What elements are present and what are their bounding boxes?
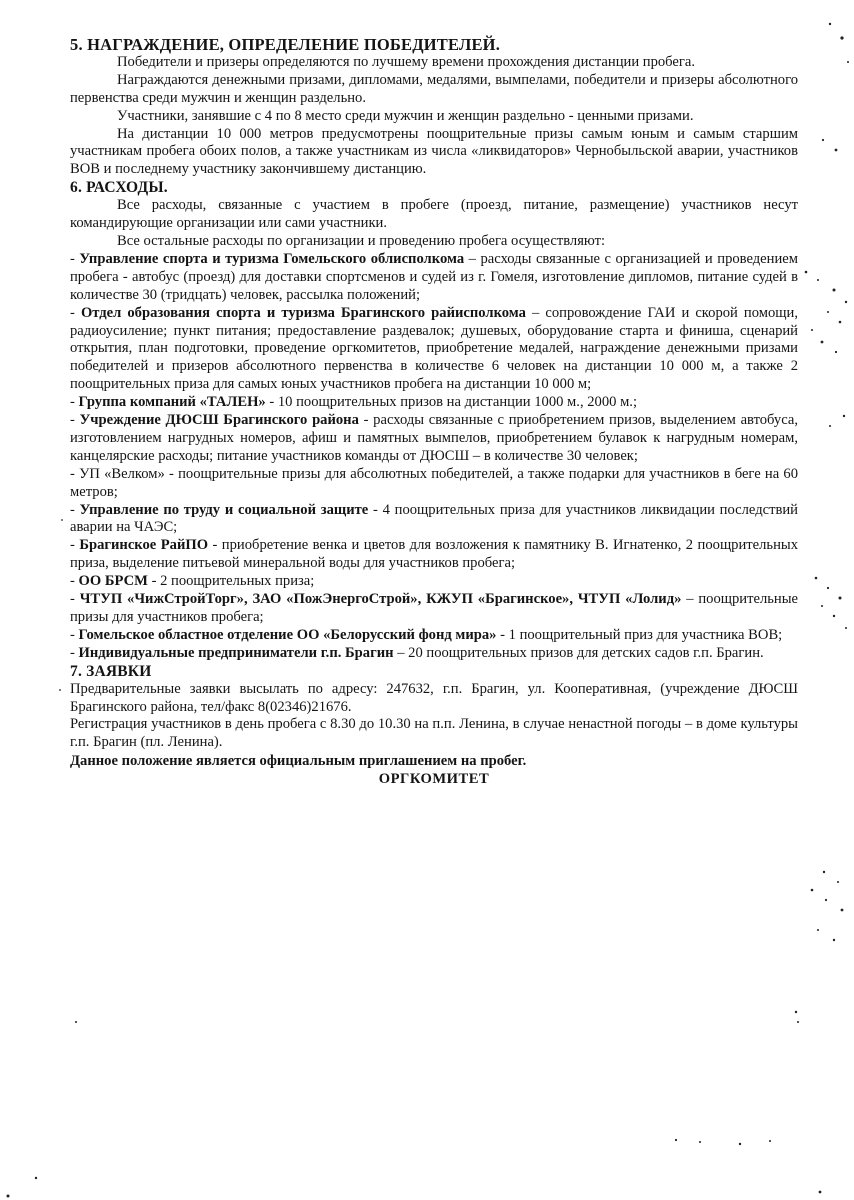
expense-organization: Управление спорта и туризма Гомельского облисполкома [79, 250, 465, 267]
expense-description: УП «Велком» - поощрительные призы для абсолютных победителей, а также подарки для участников в беге на 60 метров; [70, 465, 798, 500]
expense-description: – расходы связанные с организацией и проведением пробега - автобус (проезд) для доставки спортсменов и судей из г. Гомеля, изготовление дипломов, питание судей в количестве 30 (тридцать) человек, рассылка положений; [70, 250, 798, 303]
expense-item: - ОО БРСМ - 2 поощрительных приза; [70, 573, 315, 590]
expense-description: - 2 поощрительных приза; [147, 573, 315, 590]
expense-item: - ЧТУП «ЧижСтройТорг», ЗАО «ПожЭнергоСтрой», КЖУП «Брагинское», ЧТУП «Лолид» – поощрительные призы для участников пробега; [70, 591, 798, 625]
expense-organization: Группа компаний «ТАЛЕН» [78, 394, 266, 411]
section-7-paragraph-1: Предварительные заявки высылать по адресу: 247632, г.п. Брагин, ул. Кооперативная, (учреждение ДЮСШ Брагинского района, тел/факс 8(02346)21676. [70, 680, 798, 715]
expense-description: – поощрительные призы для участников пробега; [70, 591, 798, 625]
section-5-paragraph-2: Награждаются денежными призами, дипломами, медалями, вымпелами, победители и призеры абсолютного первенства среди мужчин и женщин раздельно. [70, 71, 798, 106]
expense-item: - Управление по труду и социальной защите - 4 поощрительных приза для участников ликвидации последствий аварии на ЧАЭС; [70, 501, 798, 536]
expense-description: - 10 поощрительных призов на дистанции 1000 м., 2000 м.; [265, 394, 638, 411]
expense-description: - приобретение венка и цветов для возложения к памятнику В. Игнатенко, 2 поощрительных приза, выделение питьевой минеральной воды для участников пробега; [70, 537, 798, 572]
expense-item: - Индивидуальные предприниматели г.п. Брагин – 20 поощрительных призов для детских садов г.п. Брагин. [70, 644, 764, 661]
section-7-paragraph-2: Регистрация участников в день пробега с 8.30 до 10.30 на п.п. Ленина, в случае ненастной погоды – в доме культуры г.п. Брагин (пл. Ленина). [70, 716, 798, 751]
section-5-paragraph-3: Участники, занявшие с 4 по 8 место среди мужчин и женщин раздельно - ценными призами. [117, 107, 694, 124]
expense-item: - Брагинское РайПО - приобретение венка и цветов для возложения к памятнику В. Игнатенко, 2 поощрительных приза, выделение питьевой минеральной воды для участников пробега; [70, 537, 798, 572]
section-7-heading: 7. ЗАЯВКИ [70, 662, 152, 680]
expense-item: - Управление спорта и туризма Гомельского облисполкома – расходы связанные с организацией и проведением пробега - автобус (проезд) для доставки спортсменов и судей из г. Гомеля, изготовление дипломов, питание судей в количестве 30 (тридцать) человек, рассылка положений; [70, 250, 798, 303]
invitation-statement: Данное положение является официальным приглашением на пробег. [70, 753, 527, 770]
expense-description: - расходы связанные с приобретением призов, выделением автобуса, изготовлением нагрудных номеров, афиш и памятных вымпелов, приобретением булавок к нагрудным номерам, канцелярские расходы; питание участников команды от ДЮСШ – в количестве 30 человек; [70, 412, 799, 464]
expense-organization: Гомельское областное отделение ОО «Белорусский фонд мира» [78, 626, 497, 643]
expense-organization: Отдел образования спорта и туризма Брагинского райисполкома [80, 304, 526, 321]
expense-item: - Отдел образования спорта и туризма Брагинского райисполкома – сопровождение ГАИ и скорой помощи, радиоусиление; пункт питания; предоставление раздевалок; душевых, оборудование старта и финиша, сценарий открытия, план подготовки, проведение оргкомитетов, приобретение медалей, награждение денежными призами победителей и призеров абсолютного первенства в количестве 6 человек на дистанции 10 000 м, а также 2 поощрительных приза для самых юных участников пробега на дистанции 10 000 м; [70, 304, 798, 393]
section-5-heading: 5. НАГРАЖДЕНИЕ, ОПРЕДЕЛЕНИЕ ПОБЕДИТЕЛЕЙ. [70, 35, 501, 54]
section-6-paragraph-1: Все расходы, связанные с участием в пробеге (проезд, питание, размещение) участников несут командирующие организации или сами участники. [70, 197, 798, 232]
expense-description: – сопровождение ГАИ и скорой помощи, радиоусиление; пункт питания; предоставление раздевалок; душевых, оборудование старта и финиша, сценарий открытия, план подготовки, проведение оргкомитетов, приобретение медалей, награждение денежными призами победителей и призеров абсолютного первенства в количестве 6 человек на дистанции 10 000 м, а также 2 поощрительных приза для самых юных участников пробега на дистанции 10 000 м; [70, 304, 798, 393]
expense-description: - 1 поощрительный приз для участника ВОВ; [496, 626, 783, 643]
signature-orgcommittee: ОРГКОМИТЕТ [378, 771, 490, 788]
expense-item: - УП «Велком» - поощрительные призы для абсолютных победителей, а также подарки для участников в беге на 60 метров; [70, 465, 798, 500]
expense-item: - Гомельское областное отделение ОО «Белорусский фонд мира» - 1 поощрительный приз для участника ВОВ; [70, 626, 783, 643]
expense-organization: ЧТУП «ЧижСтройТорг», ЗАО «ПожЭнергоСтрой», КЖУП «Брагинское», ЧТУП «Лолид» [79, 591, 682, 608]
expense-organization: Индивидуальные предприниматели г.п. Брагин [78, 644, 394, 661]
section-6-paragraph-2: Все остальные расходы по организации и проведению пробега осуществляют: [117, 232, 606, 249]
section-5-paragraph-1: Победители и призеры определяются по лучшему времени прохождения дистанции пробега. [117, 53, 695, 70]
expense-organization: Учреждение ДЮСШ Брагинского района [79, 412, 359, 429]
expense-description: – 20 поощрительных призов для детских садов г.п. Брагин. [393, 644, 764, 661]
expense-organization: Брагинское РайПО [79, 537, 209, 554]
expense-organization: Управление по труду и социальной защите [79, 501, 369, 518]
expense-description: - 4 поощрительных приза для участников ликвидации последствий аварии на ЧАЭС; [70, 501, 798, 536]
document-page [70, 36, 798, 789]
expense-organization: ОО БРСМ [78, 573, 148, 590]
expense-item: - Учреждение ДЮСШ Брагинского района - расходы связанные с приобретением призов, выделением автобуса, изготовлением нагрудных номеров, афиш и памятных вымпелов, приобретением булавок к нагрудным номерам, канцелярские расходы; питание участников команды от ДЮСШ – в количестве 30 человек; [70, 412, 799, 464]
section-5-paragraph-4: На дистанции 10 000 метров предусмотрены поощрительные призы самым юным и самым старшим участникам пробега обоих полов, а также участникам из числа «ликвидаторов» Чернобыльской аварии, участников ВОВ и последнему участнику закончившему дистанцию. [70, 125, 798, 178]
section-6-heading: 6. РАСХОДЫ. [70, 179, 168, 197]
expense-item: - Группа компаний «ТАЛЕН» - 10 поощрительных призов на дистанции 1000 м., 2000 м.; [70, 394, 638, 411]
